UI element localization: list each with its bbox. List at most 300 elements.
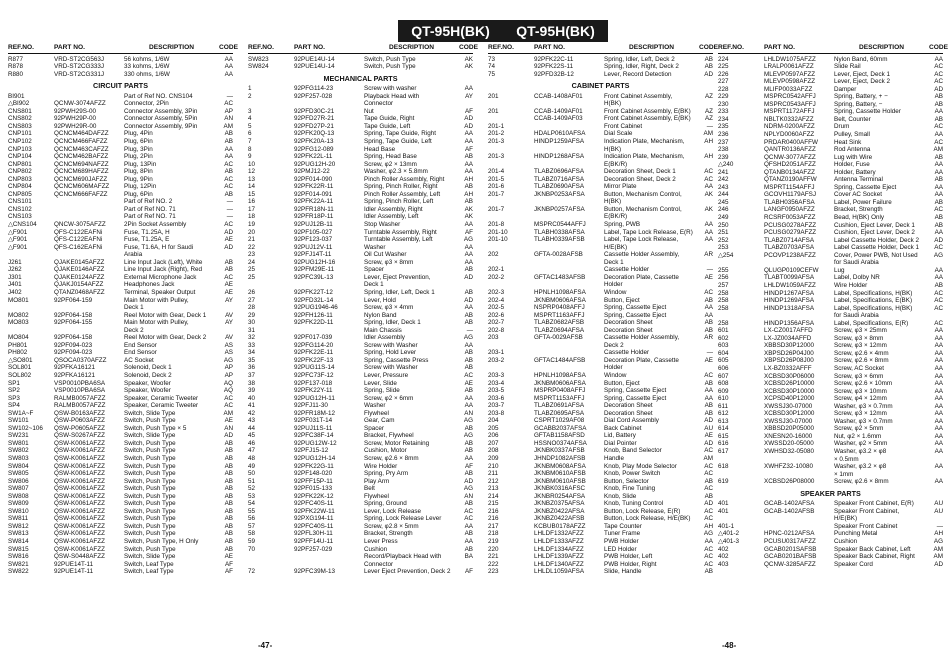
table-row [8, 130, 233, 138]
table-row [488, 417, 713, 425]
description: Belt [364, 485, 375, 493]
header-part: PART NO. [534, 44, 566, 51]
part-no: QSW-K0061AFZZ [54, 515, 105, 523]
ref-no: 257 [718, 281, 729, 289]
part-no: 92PXG194-11 [294, 515, 334, 523]
part-no: 92PUE14T-11 [54, 560, 94, 568]
ref-no: MO804 [8, 334, 29, 342]
table-row [248, 417, 473, 425]
table-row [248, 342, 473, 350]
part-no: VRD-ST2CG331J [54, 70, 105, 78]
ref-no: SW805 [8, 470, 29, 478]
part-no: 92PFK22W-11 [294, 507, 335, 515]
ref-no: 6 [248, 130, 252, 138]
description: Fuse, T1.25A, H [124, 228, 170, 236]
ref-no: 202-6 [488, 311, 505, 319]
description: Speaker Back Cabinet, Right [834, 553, 915, 561]
table-row [488, 161, 713, 169]
table-row [248, 470, 473, 478]
description: Button, Lock Release, E(R) [604, 507, 681, 515]
ref-no: 58 [248, 530, 256, 538]
part-no: HINDP1259AFSA [534, 138, 585, 146]
table-row [8, 364, 233, 372]
part-no: 92PFK22A-11 [294, 198, 334, 206]
part-no: QJAKE0124AFZZ [54, 273, 105, 281]
price-code: AA [934, 387, 943, 395]
ref-no: 235 [718, 123, 729, 131]
ref-no: SW815 [8, 545, 29, 553]
part-no: 92PUG12H-16 [294, 258, 336, 266]
description: Main Motor with Pulley, [124, 296, 189, 304]
price-code: AB [224, 258, 233, 266]
ref-no: 40 [248, 394, 256, 402]
table-row [8, 515, 233, 523]
ref-no [488, 213, 534, 221]
price-code: AD [934, 560, 943, 568]
table-row [488, 206, 713, 214]
description: Lid, Battery [604, 432, 636, 440]
table-row [488, 455, 713, 463]
price-code: AA [464, 454, 473, 462]
ref-no: 23 [248, 251, 256, 259]
description: Play Arm [364, 477, 390, 485]
table-row [718, 176, 943, 184]
price-code: AA [934, 108, 943, 116]
price-code: AA [224, 153, 233, 161]
part-no: QTANZ0190AFFW [764, 176, 817, 184]
ref-no: SW824 [248, 63, 269, 71]
price-code [929, 515, 943, 523]
description: Label, Dolby NR [834, 274, 880, 282]
ref-no: 202-3 [488, 288, 505, 296]
table-row [8, 523, 233, 531]
price-code: AB [704, 319, 713, 327]
part-no: XCBSD26P08000 [764, 478, 815, 486]
table-row [488, 259, 713, 267]
description: Dial Scale [604, 130, 633, 138]
table-row [8, 191, 233, 199]
description: Flywheel [364, 409, 389, 417]
ref-no: 238 [718, 146, 729, 154]
price-code: AA [224, 145, 233, 153]
part-no: HPNLH1098AFSA [534, 288, 586, 296]
description: Screw, φ2.6 × 10mm [834, 380, 893, 388]
price-code: AA [464, 168, 473, 176]
description: Line Input Jack (Right), Red [124, 266, 203, 274]
table-row [718, 206, 943, 214]
description: Switch, Push Type [124, 500, 176, 508]
price-code: AQ [223, 387, 233, 395]
part-no: QFS-C122EAFNi [54, 236, 103, 244]
price-code: AB [224, 545, 233, 553]
ref-no: 56 [248, 515, 256, 523]
part-no: 92PF064-155 [54, 319, 93, 327]
table-row [248, 425, 473, 433]
ref-no [8, 327, 54, 335]
table-row [718, 305, 943, 313]
part-no: JKNBP0253AFSA [534, 190, 585, 198]
ref-no: 202-7 [488, 319, 505, 327]
ref-no: 228 [718, 85, 729, 93]
description: Nut, φ2 × 1.6mm [834, 432, 882, 440]
ref-no: J262 [8, 266, 22, 274]
table-row [248, 130, 473, 138]
price-code: AF [464, 568, 473, 576]
part-no: 92PWH29R-00 [54, 122, 97, 130]
table-row [8, 387, 233, 395]
part-no: TLABH0338AFSA [534, 228, 585, 236]
description: Washer, φ3 × 0.7mm [834, 417, 893, 425]
price-code: AC [704, 462, 713, 470]
description: Record/Playback Head with [364, 553, 442, 561]
price-code: AB [464, 183, 473, 191]
price-code: AR [704, 334, 713, 342]
price-code: AB [464, 153, 473, 161]
ref-no: △F901 [8, 228, 28, 236]
table-row [248, 123, 473, 131]
table-row [8, 229, 233, 237]
description: Plug, 4Pin [124, 130, 153, 138]
ref-no: 214 [488, 492, 499, 500]
table-row [488, 523, 713, 531]
description: Deck 1 [604, 258, 624, 266]
description: Decoration Sheet [604, 319, 653, 327]
ref-no [488, 198, 534, 206]
price-code [699, 198, 713, 206]
header-code: CODE [459, 44, 479, 51]
part-no [54, 93, 124, 101]
description: Screw, φ3 × 6mm [834, 372, 884, 380]
part-no: LX-CZ0017AFFD [764, 327, 813, 335]
part-no: QSW-P0605AFZZ [54, 424, 105, 432]
description: Connector Assembly, 5Pin [124, 115, 198, 123]
part-no: QCNCM462BAFZZ [54, 153, 109, 161]
part-no: NSPRP0408AFFJ [534, 304, 585, 312]
ref-no: 206 [488, 432, 499, 440]
ref-no: BI901 [8, 92, 25, 100]
table-row [718, 290, 943, 298]
table-row [8, 251, 233, 259]
table-row [248, 213, 473, 221]
price-code: AK [464, 55, 473, 63]
price-code: AB [224, 266, 233, 274]
price-code: AC [934, 304, 943, 312]
price-code: AC [224, 394, 233, 402]
price-code: AB [704, 402, 713, 410]
price-code [929, 456, 943, 464]
table-row [8, 176, 233, 184]
price-code: AA [464, 130, 473, 138]
table-row [488, 410, 713, 418]
description: Switch, Push Type [124, 454, 176, 462]
description: for Saudi Arabia [834, 259, 879, 267]
price-code: — [466, 326, 473, 334]
price-code: AB [704, 568, 713, 576]
description: Washer, φ3.2 × φ8 [834, 447, 887, 455]
part-no: 92PF017-039 [294, 334, 333, 342]
ref-no: SW810 [8, 507, 29, 515]
table-row [488, 508, 713, 516]
description: Screw, φ3 × 8mm [834, 334, 884, 342]
part-no: MSPRC0542AFFJ [764, 93, 816, 101]
ref-no: 49 [248, 462, 256, 470]
part-no: XBBSD30P12000 [764, 342, 815, 350]
section-heading: MECHANICAL PARTS [323, 73, 398, 83]
price-code: AA [934, 447, 943, 455]
column-3 [488, 44, 719, 576]
description: Spring, Cassette Eject [604, 311, 667, 319]
price-code: AN [224, 115, 233, 123]
description: Screw, φ2 × 6mm [364, 394, 414, 402]
part-no: MSPRP0408AFFJ [534, 387, 586, 395]
table-row [8, 485, 233, 493]
ref-no: 14 [248, 183, 256, 191]
ref-no: 15 [248, 190, 256, 198]
description: Label, Specifications, E(R) [834, 319, 909, 327]
part-no: 92PFK20A-13 [294, 138, 334, 146]
description: Screw, φ4 × 12mm [834, 395, 887, 403]
description: Switch, Push Type [124, 515, 176, 523]
ref-no: 607 [718, 372, 729, 380]
part-no: XWSSD20-05000 [764, 440, 814, 448]
price-code: AD [934, 236, 943, 244]
table-row [248, 387, 473, 395]
description: Spring, Cassette Press [364, 356, 429, 364]
price-code: AN [464, 492, 473, 500]
price-code: AC [704, 545, 713, 553]
table-row [488, 123, 713, 131]
table-row [488, 221, 713, 229]
price-code: AF [464, 145, 473, 153]
part-no: MLIFP0033AFZZ [764, 85, 813, 93]
ref-no: CNS802 [8, 115, 32, 123]
ref-no: 256 [718, 274, 729, 282]
table-row [718, 108, 943, 116]
description: Screw, φ3 × 10mm [834, 387, 887, 395]
description: H(BK) [604, 198, 622, 206]
part-no: LHLDF1333AFZZ [534, 538, 584, 545]
part-no: 92PF064-158 [54, 311, 93, 319]
description: Switch, Push Type [124, 477, 176, 485]
description: Idler Assembly, Right [364, 205, 423, 213]
table-row [488, 191, 713, 199]
table-row [488, 71, 713, 79]
price-code: AU [934, 507, 943, 515]
price-code: AA [224, 63, 233, 71]
part-no: 92PUG12W-12 [294, 439, 337, 447]
part-no [294, 553, 364, 561]
part-no: 92PFJ14T-11 [294, 251, 332, 259]
table-row [718, 508, 943, 516]
part-no: 92PFD27R-21 [294, 115, 335, 123]
description: Switch, Push Type × 5 [124, 424, 187, 432]
ref-no: 216 [488, 515, 499, 523]
price-code: AK [464, 213, 473, 221]
part-no: 92PWH29S-00 [54, 107, 96, 115]
ref-no: 237 [718, 138, 729, 146]
header-desc: DESCRIPTION [858, 44, 905, 51]
table-row [248, 251, 473, 259]
ref-no: 43 [248, 417, 256, 425]
price-code: AB [934, 214, 943, 222]
ref-no: 203-7 [488, 402, 505, 410]
part-no: QSW-S0267AFZZ [54, 432, 105, 440]
part-no: QSW-K0061AFZZ [54, 538, 105, 545]
table-row [248, 206, 473, 214]
description: Plug, 3Pin [124, 145, 153, 153]
part-no: JHNDP1082AFSB [534, 454, 586, 462]
price-code: AD [704, 70, 713, 78]
table-row [488, 395, 713, 403]
description: Plug, 6Pin [124, 190, 153, 198]
description: Speaker Front Cabinet, [834, 507, 900, 515]
table-row [8, 236, 233, 244]
price-code: AH [704, 153, 713, 161]
price-code: AD [704, 417, 713, 425]
part-no: QFS-C122EAFNi [54, 228, 103, 236]
table-row [718, 478, 943, 486]
price-code: AM [703, 454, 713, 462]
table-row [8, 561, 233, 569]
price-code: AY [225, 319, 233, 327]
table-row [718, 154, 943, 162]
description: Plug, 13Pin [124, 160, 157, 168]
table-row [718, 282, 943, 290]
price-code: AC [934, 289, 943, 297]
price-code: — [226, 213, 233, 221]
table-row [8, 478, 233, 486]
table-row [248, 198, 473, 206]
table-row [488, 470, 713, 478]
description: Playback Head with [364, 92, 420, 100]
price-code: AA [704, 538, 713, 545]
part-no: CSPRT1029AF08 [534, 417, 585, 425]
description: Switch, Leaf Type [124, 568, 174, 576]
price-code: AA [934, 357, 943, 365]
table-row [718, 327, 943, 335]
price-code: AB [224, 538, 233, 545]
part-no [294, 561, 364, 569]
part-no: TLABZ0691AFSA [534, 402, 585, 410]
part-no: TLABZ0682AFSB [534, 319, 585, 327]
price-code: AV [225, 311, 233, 319]
price-code: AM [703, 130, 713, 138]
ref-no: △254 [718, 251, 734, 259]
ref-no: 401 [718, 500, 729, 508]
table-row [718, 244, 943, 252]
part-no: QSW-K0061AFZZ [54, 485, 105, 493]
part-no: 92PF015-133 [294, 485, 333, 493]
description: Bracket, Strength [834, 206, 883, 214]
ref-no: 20 [248, 228, 256, 236]
description: E(BK/R) [604, 213, 628, 221]
table-row [248, 221, 473, 229]
ref-no: SW816 [8, 553, 29, 561]
description: Connector, 2Pin [124, 100, 169, 108]
ref-no: 258 [718, 297, 729, 305]
section-heading: SPEAKER PARTS [800, 488, 861, 498]
table-row [718, 184, 943, 192]
table-row [8, 63, 233, 71]
part-no: HINDP1268AFSA [534, 153, 585, 161]
part-no: RALMB0057AFZZ [54, 394, 106, 402]
part-no: TLABZ0695AFSA [534, 409, 585, 417]
table-row [718, 93, 943, 101]
price-code: AH [464, 190, 473, 198]
table-row [8, 206, 233, 214]
part-no: 92PFC39M-13 [294, 568, 335, 576]
part-no [764, 523, 834, 531]
table-row [8, 221, 233, 229]
ref-no: R877 [8, 55, 24, 63]
description: Button, Mechanism Control, [604, 205, 682, 213]
price-code: AA [934, 191, 943, 199]
price-code: AD [464, 477, 473, 485]
description: Part of Ref NO. CNS104 [124, 92, 193, 100]
table-row [8, 455, 233, 463]
ref-no: 18 [248, 213, 256, 221]
part-no: GFTA-0028AFSB [534, 251, 583, 259]
price-code: AC [704, 553, 713, 561]
part-no: 92PF105-027 [294, 228, 333, 236]
part-no: QTANZ0468AFZZ [54, 288, 105, 296]
price-code: AA [704, 228, 713, 236]
price-code [699, 281, 713, 289]
part-no: XCBSD30P06000 [764, 372, 815, 380]
table-row [248, 546, 473, 554]
part-no [764, 259, 834, 267]
description: Screw, φ3 × 4mm [364, 304, 414, 312]
part-no: 92PUJ11S-11 [294, 424, 333, 432]
part-no: XWSSJ30-07000 [764, 402, 813, 410]
price-code: AB [224, 515, 233, 523]
price-code: AE [224, 417, 233, 425]
table-row [8, 447, 233, 455]
part-no [294, 327, 364, 335]
ref-no: 216 [488, 507, 499, 515]
table-row [248, 357, 473, 365]
price-code: AC [934, 78, 943, 86]
ref-no: CNP102 [8, 138, 32, 146]
price-code: — [706, 349, 713, 357]
part-no: QANTR0136AFZZ [764, 146, 816, 154]
description: Decoration Sheet [604, 409, 653, 417]
part-no: CCAB-1409AF01 [534, 107, 583, 115]
table-row [488, 463, 713, 471]
description: Speaker Front Cabinet, E(R) [834, 500, 914, 508]
column-2 [248, 44, 479, 576]
price-code: AP [224, 371, 233, 379]
description: Pulley, Small [834, 131, 870, 139]
part-no: 92PF031T-14 [294, 417, 333, 425]
table-row [488, 402, 713, 410]
header-code: CODE [219, 44, 239, 51]
description: Screw, φ2.6 × 4mm [834, 349, 889, 357]
description: Dial Pointer [604, 439, 637, 447]
price-code: AG [703, 530, 713, 538]
price-code: AA [934, 432, 943, 440]
part-no: XNESN20-16000 [764, 432, 813, 440]
description: Screw, AC Socket [834, 364, 885, 372]
table-row [248, 85, 473, 93]
ref-no: CNS103 [8, 213, 32, 221]
description: Indication Plate, Mechanism, [604, 138, 685, 146]
ref-no: 605 [718, 357, 729, 365]
price-code: AM [933, 146, 943, 154]
part-no: JKNBZ0422AFSA [534, 507, 585, 515]
table-row [718, 222, 943, 230]
ref-no: 606 [718, 364, 729, 372]
